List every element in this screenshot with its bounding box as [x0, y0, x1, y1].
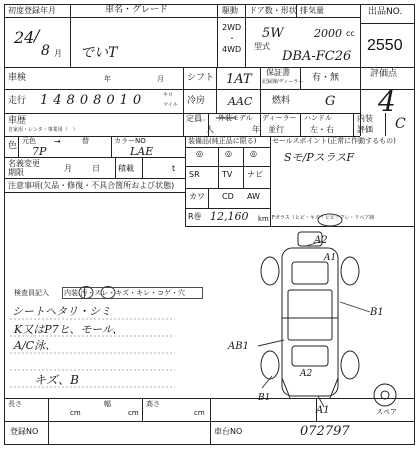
equip-sr: SR [189, 170, 200, 179]
damage-a1-top: A1 [324, 253, 337, 263]
damage-ab1: AB1 [228, 341, 249, 352]
drive-label: 駆動 [222, 6, 238, 15]
dealer-label: ディーラー [262, 114, 297, 122]
km-unit: キロ [163, 92, 174, 98]
length-unit: cm [70, 409, 81, 417]
serial-label: 車台NO [214, 427, 243, 436]
damage-a2-low: A2 [300, 369, 313, 379]
registration-month: 8 [41, 43, 50, 59]
notes-title: 注意事項(欠品・修復・不具合箇所および状態) [8, 181, 175, 190]
option-2wd: 2WD [222, 23, 242, 32]
warranty-sub: 記録簿/ディーラー [262, 79, 304, 85]
r-label: R巻 [188, 212, 202, 221]
warranty-label: 保証書 [266, 68, 290, 77]
inspector-note-4: キズ、B [34, 373, 79, 387]
car-name-value: でいT [80, 45, 118, 61]
interior-label-1: 内装 [357, 114, 373, 123]
equip-aw: AW [247, 192, 260, 201]
rec-month-unit: 月 [64, 164, 72, 173]
capacity-label: 定員 [186, 114, 202, 123]
displacement-label: 排気量 [300, 6, 324, 15]
height-label: 高さ [146, 400, 160, 408]
registration-slash: / [34, 26, 40, 45]
fuel-label: 燃料 [272, 96, 291, 106]
load-label: 積載 [118, 164, 134, 173]
ac-label: 冷房 [187, 96, 206, 106]
lot-no-label: 出品NO. [368, 7, 403, 17]
first-registration-label: 初度登録年月 [8, 6, 56, 15]
handle-options: 左・右 [310, 125, 334, 134]
score-label: 評価点 [370, 69, 398, 79]
dealer-sub: 並行 [268, 125, 284, 134]
warranty-options: 有・無 [312, 73, 340, 83]
fuel-value: G [325, 94, 336, 109]
mileage-value: 14808010 [40, 93, 147, 108]
score-value: 4 [378, 85, 396, 118]
glass-label: Fガラス（ヒビ・キズ・ヒビ・フレ・リペア跡 [272, 215, 375, 221]
dims-year-unit: 年 [252, 125, 260, 134]
inspector-tags: 内装 汚・スレ・キズ・キレ・コゲ・穴 [64, 289, 186, 297]
history-sub: 自家用・レンタ・事業用（ ） [8, 127, 78, 133]
color-no-label: カラーNO [114, 137, 146, 145]
interior-score-value: C [395, 116, 406, 132]
inspector-note-3: A/C泳、 [14, 339, 57, 352]
reg-no-label: 登録NO [10, 427, 39, 436]
model-label: 型式 [254, 42, 270, 51]
color-no-value: LAE [130, 145, 154, 158]
r-value: 12,160 [210, 210, 249, 223]
equip-pw-icon: ◎ [225, 149, 232, 158]
inspector-note-1: シートヘタリ・シミ [12, 305, 111, 318]
capacity-unit: 人 [206, 125, 214, 134]
damage-a2-top: A2 [314, 235, 328, 246]
color-label: 色 [8, 141, 18, 151]
damage-b1: B1 [370, 307, 384, 318]
mileage-label: 走行 [8, 96, 27, 106]
model-value: DBA-FC26 [282, 49, 352, 64]
dot-separator: ・ [228, 34, 236, 43]
width-label: 幅 [104, 400, 111, 408]
name-change-label: 名義変更 [8, 159, 40, 168]
ac-value: AAC [228, 95, 253, 108]
inspector-note-2: K又はP7ヒ、モール、 [14, 323, 123, 336]
doors-shape-label: ドア数・形状 [249, 6, 297, 15]
damage-a1-bottom: A1 [316, 405, 330, 416]
spare-label: スペア [376, 408, 397, 416]
equip-ps-icon: ◎ [250, 149, 257, 158]
color-sub1: 元色 [22, 137, 36, 145]
damage-b1-low: B1 [258, 393, 271, 403]
serial-value: 072797 [300, 424, 350, 439]
option-4wd: 4WD [222, 45, 242, 54]
length-label: 長さ [8, 400, 22, 408]
shift-label: シフト [187, 73, 215, 83]
shift-value: 1AT [226, 72, 252, 87]
month-unit: 月 [54, 49, 62, 58]
equip-leather: カワ [189, 192, 205, 201]
equip-cd: CD [222, 192, 234, 201]
selling-title: セールスポイント(正常に作動するもの) [272, 137, 396, 145]
equipment-title: 装備品(純正品に限る) [188, 137, 257, 145]
handle-label: ハンドル [304, 114, 332, 122]
equip-ac-icon: ◎ [196, 149, 203, 158]
inspect-month-unit: 月 [157, 75, 164, 83]
car-name-grade-label: 車名・グレード [105, 5, 169, 15]
equip-tv: TV [222, 170, 233, 179]
color-code-value: 7P [32, 145, 47, 158]
deadline-label: 期限 [8, 168, 24, 177]
lot-no: 2550 [367, 37, 403, 54]
dims-label: 外装モデル [218, 114, 253, 122]
r-unit: km [258, 215, 269, 223]
load-unit: t [172, 164, 176, 173]
selling-value: Sモ/PスラスF [284, 151, 354, 164]
inspect-year-unit: 年 [104, 75, 111, 83]
doors-value: 5W [262, 26, 284, 41]
equip-navi: ナビ [247, 170, 263, 179]
history-label: 車歴 [8, 116, 27, 126]
color-sub2: 替 [82, 137, 89, 145]
height-unit: cm [194, 409, 205, 417]
mile-unit: マイル [163, 102, 178, 108]
cc-unit: cc [346, 29, 355, 38]
inspector-label: 検査員記入 [14, 289, 49, 297]
inspect-label: 車検 [8, 73, 27, 83]
rec-day-unit: 日 [92, 164, 100, 173]
interior-label-2: 評価 [357, 125, 373, 134]
registration-year: 24 [14, 28, 35, 47]
displacement-value: 2000 [314, 27, 342, 40]
color-arrow: → [54, 137, 61, 146]
width-unit: cm [128, 409, 139, 417]
